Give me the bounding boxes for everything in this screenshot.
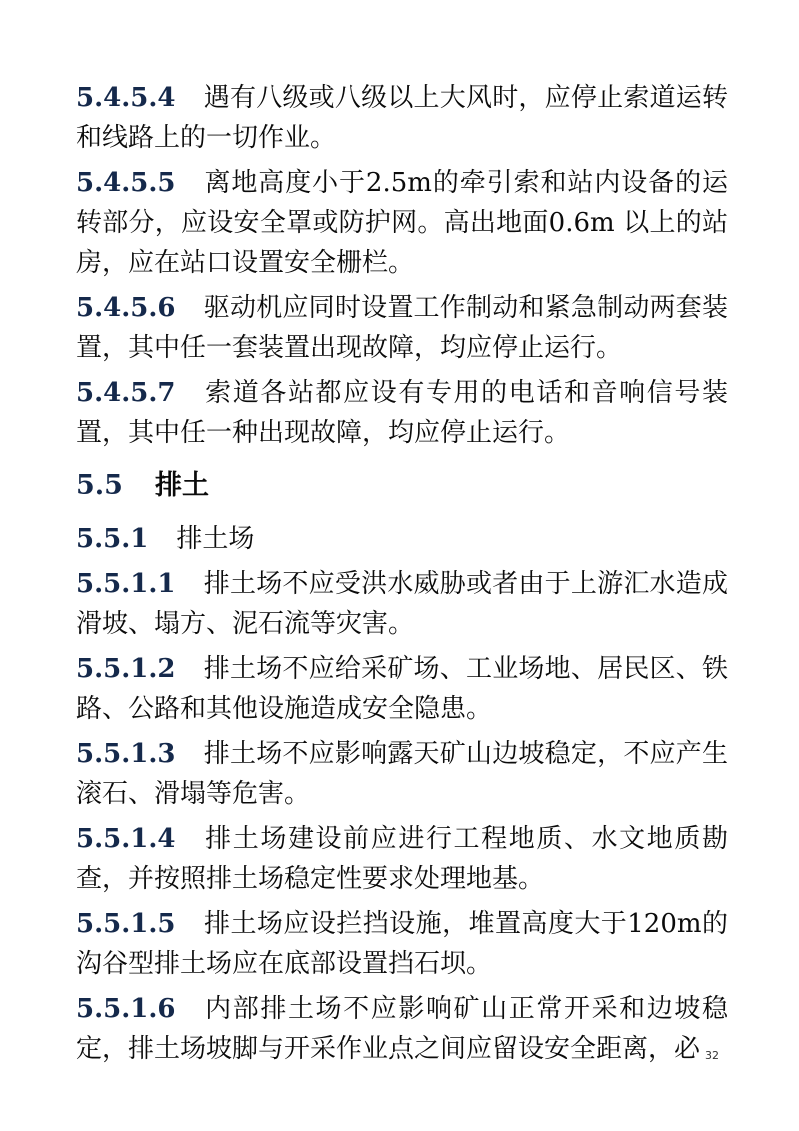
clause-5-5-1-5	[76, 904, 728, 984]
section-heading	[76, 466, 728, 506]
clause-number: 5.5.1.2	[76, 654, 176, 684]
clause-5-5-1-3	[76, 734, 728, 814]
clause-text: 索道各站都应设有专用的电话和音响信号装置，其中任一种出现故障，均应停止运行。	[76, 378, 728, 448]
clause-text: 排土场不应影响露天矿山边坡稳定，不应产生滚石、滑塌等危害。	[76, 739, 728, 809]
subsection-title: 排土场	[176, 524, 255, 554]
clause-text: 驱动机应同时设置工作制动和紧急制动两套装置，其中任一套装置出现故障，均应停止运行。	[76, 293, 728, 363]
clause-text: 内部排土场不应影响矿山正常开采和边坡稳定，排土场坡脚与开采作业点之间应留设安全距离，必	[76, 994, 728, 1064]
clause-5-4-5-5	[76, 163, 728, 283]
clause-5-5-1-4	[76, 819, 728, 899]
document-body	[76, 78, 728, 1069]
clause-number: 5.5.1.3	[76, 739, 176, 769]
clause-5-4-5-6	[76, 288, 728, 368]
clause-number: 5.5.1.5	[76, 909, 176, 939]
page-number: 32	[705, 1049, 719, 1062]
clause-5-5-1-1	[76, 564, 728, 644]
clause-number: 5.4.5.6	[76, 293, 176, 323]
clause-number: 5.5.1.4	[76, 824, 176, 854]
clause-number: 5.4.5.5	[76, 168, 176, 198]
clause-5-4-5-7	[76, 373, 728, 453]
clause-text: 排土场应设拦挡设施，堆置高度大于120m的沟谷型排土场应在底部设置挡石坝。	[76, 909, 728, 979]
clause-text: 排土场不应受洪水威胁或者由于上游汇水造成滑坡、塌方、泥石流等灾害。	[76, 569, 728, 639]
clause-text: 排土场不应给采矿场、工业场地、居民区、铁路、公路和其他设施造成安全隐患。	[76, 654, 728, 724]
subsection-heading	[76, 519, 728, 559]
section-title: 排土	[154, 470, 209, 501]
clause-number: 5.4.5.7	[76, 378, 176, 408]
clause-5-5-1-2	[76, 649, 728, 729]
clause-text: 离地高度小于2.5m的牵引索和站内设备的运转部分，应设安全罩或防护网。高出地面0.6m 以上的站房，应在站口设置安全栅栏。	[76, 168, 728, 278]
clause-5-4-5-4	[76, 78, 728, 158]
clause-5-5-1-6	[76, 989, 728, 1069]
section-number: 5.5	[76, 470, 123, 501]
clause-number: 5.5.1.6	[76, 994, 176, 1024]
clause-number: 5.5.1.1	[76, 569, 176, 599]
subsection-number: 5.5.1	[76, 524, 149, 554]
clause-text: 遇有八级或八级以上大风时，应停止索道运转和线路上的一切作业。	[76, 83, 728, 153]
clause-number: 5.4.5.4	[76, 83, 176, 113]
clause-text: 排土场建设前应进行工程地质、水文地质勘查，并按照排土场稳定性要求处理地基。	[76, 824, 728, 894]
